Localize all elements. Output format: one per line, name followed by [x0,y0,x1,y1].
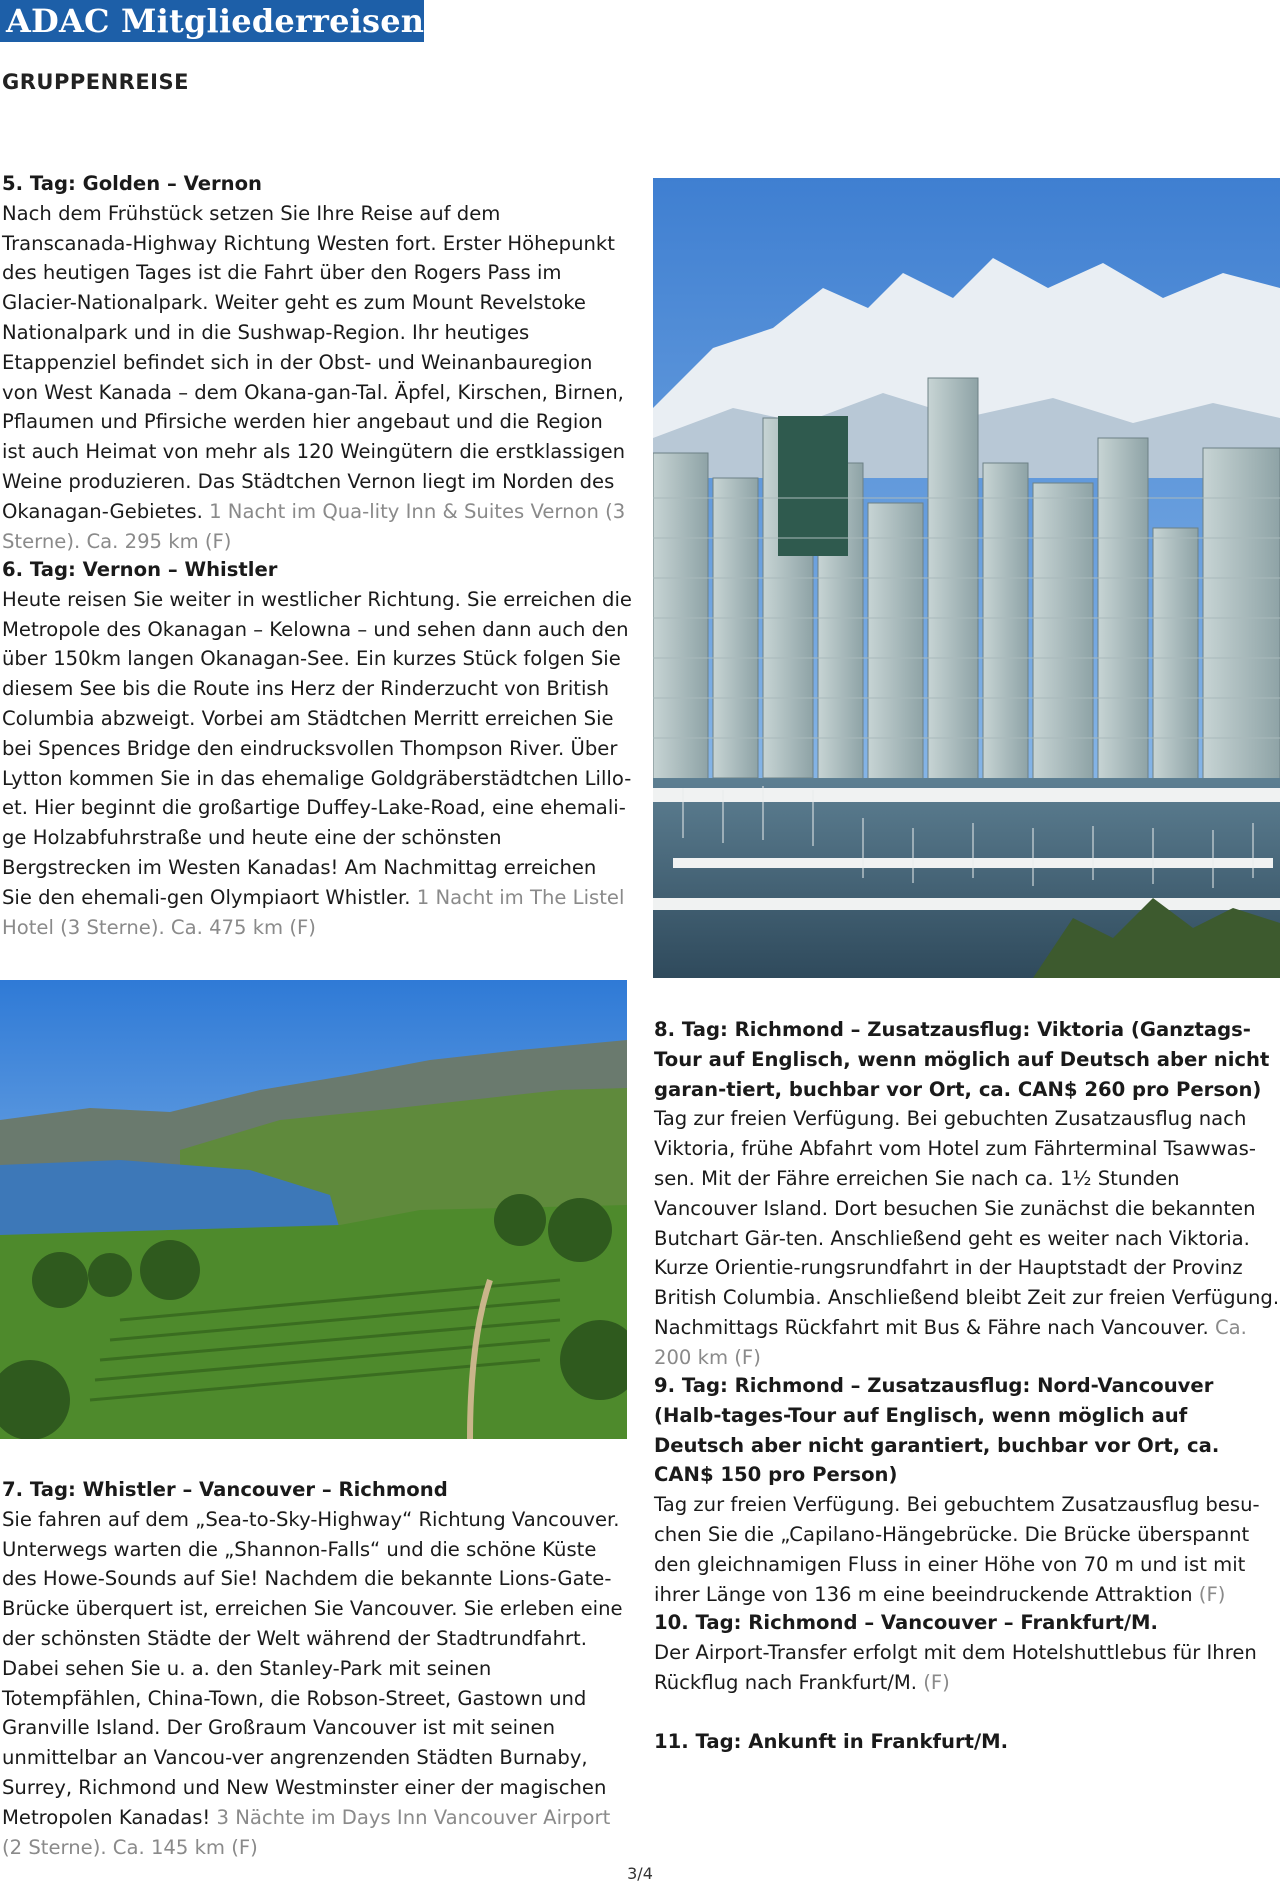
day-5-section [2,169,632,556]
day-6-title: 6. Tag: Vernon – Whistler [2,558,278,581]
day-6-description: Heute reisen Sie weiter in westlicher Richtung. Sie erreichen die Metropole des Okanagan – Kelowna – und sehen dann auch den über 150km langen Okanagan-See. Ein kurzes Stück folgen Sie diesem See bis die Route ins Herz der Rinderzucht von British Columbia abzweigt. Vorbei am Städtchen Merritt erreichen Sie bei Spences Bridge den eindrucksvollen Thompson River. Über Lytton kommen Sie in das ehemalige Goldgräberstädtchen Lillo-et. Hier beginnt die großartige Duffey-Lake-Road, eine ehemali-ge Holzabfuhrstraße und heute eine der schönsten Bergstrecken im Westen Kanadas! Am Nachmittag erreichen Sie den ehemali-gen Olympiaort Whistler. 1 Nacht im The Listel Hotel (3 Sterne). Ca. 475 km (F) [2,587,632,939]
vancouver-skyline-photo [653,178,1280,978]
day-9-description: Tag zur freien Verfügung. Bei gebuchtem Zusatzausflug besu-chen Sie die „Capilano-Hängebrücke. Die Brücke überspannt den gleichnamigen Fluss in einer Höhe von 70 m und ist mit ihrer Länge von 136 m eine beeindruckende Attraktion (F) [654,1493,1260,1606]
day-6-accommodation: 1 Nacht im The Listel Hotel (3 Sterne). Ca. 475 km (F) [2,885,625,939]
day-5-description: Nach dem Frühstück setzen Sie Ihre Reise auf dem Transcanada-Highway Richtung Westen fort. Erster Höhepunkt des heutigen Tages ist die Fahrt über den Rogers Pass im Glacier-Nationalpark. Weiter geht es zum Mount Revelstoke Nationalpark und in die Sushwap-Region. Ihr heutiges Etappenziel befindet sich in der Obst- und Weinanbauregion von West Kanada – dem Okana-gan-Tal. Äpfel, Kirschen, Birnen, Pflaumen und Pfirsiche werden hier angebaut und die Region ist auch Heimat von mehr als 120 Weingütern die erstklassigen Weine produzieren. Das Städtchen Vernon liegt im Norden des Okanagan-Gebietes. 1 Nacht im Qua-lity Inn & Suites Vernon (3 Sterne). Ca. 295 km (F) [2,201,626,553]
day-9-section [654,1371,1280,1609]
day-7-title: 7. Tag: Whistler – Vancouver – Richmond [2,1478,448,1501]
day-6-section [2,555,632,942]
day-10-description: Der Airport-Transfer erfolgt mit dem Hotelshuttlebus für Ihren Rückflug nach Frankfurt/M. (F) [654,1640,1257,1694]
day-9-meal: (F) [1198,1582,1226,1606]
brand-logo: ADAC Mitgliederreisen [0,0,424,42]
day-8-distance: Ca. 200 km (F) [654,1315,1247,1369]
day-9-title: 9. Tag: Richmond – Zusatzausflug: Nord-Vancouver (Halb-tages-Tour auf Englisch, wenn möglich auf Deutsch aber nicht garantiert, buchbar vor Ort, ca. CAN$ 150 pro Person) [654,1374,1220,1487]
day-8-section [654,1015,1280,1373]
day-8-title: 8. Tag: Richmond – Zusatzausflug: Viktoria (Ganztags-Tour auf Englisch, wenn möglich auf Deutsch aber nicht garan-tiert, buchbar vor Ort, ca. CAN$ 260 pro Person) [654,1018,1270,1101]
day-11-section [654,1727,1280,1757]
day-10-title: 10. Tag: Richmond – Vancouver – Frankfurt/M. [654,1611,1158,1634]
day-7-accommodation: 3 Nächte im Days Inn Vancouver Airport (2 Sterne). Ca. 145 km (F) [2,1805,611,1859]
day-10-section [654,1608,1280,1697]
day-5-title: 5. Tag: Golden – Vernon [2,172,263,195]
trip-type-heading: GRUPPENREISE [2,70,189,94]
day-7-section [2,1475,632,1862]
day-5-accommodation: 1 Nacht im Qua-lity Inn & Suites Vernon (3 Sterne). Ca. 295 km (F) [2,499,626,553]
day-8-description: Tag zur freien Verfügung. Bei gebuchten Zusatzausflug nach Viktoria, frühe Abfahrt vom Hotel zum Fährterminal Tsawwas-sen. Mit der Fähre erreichen Sie nach ca. 1½ Stunden Vancouver Island. Dort besuchen Sie zunächst die bekannten Butchart Gär-ten. Anschließend geht es weiter nach Viktoria. Kurze Orientie-rungsrundfahrt in der Hauptstadt der Provinz British Columbia. Anschließend bleibt Zeit zur freien Verfügung. Nachmittags Rückfahrt mit Bus & Fähre nach Vancouver. Ca. 200 km (F) [654,1107,1280,1369]
day-10-meal: (F) [923,1670,950,1694]
page-number: 3/4 [627,1864,653,1883]
day-7-description: Sie fahren auf dem „Sea-to-Sky-Highway“ Richtung Vancouver. Unterwegs warten die „Shannon-Falls“ und die schöne Küste des Howe-Sounds auf Sie! Nachdem die bekannte Lions-Gate-Brücke überquert ist, erreichen Sie Vancouver. Sie erleben eine der schönsten Städte der Welt während der Stadtrundfahrt. Dabei sehen Sie u. a. den Stanley-Park mit seinen Totempfählen, China-Town, die Robson-Street, Gastown und Granville Island. Der Großraum Vancouver ist mit seinen unmittelbar an Vancou-ver angrenzenden Städten Burnaby, Surrey, Richmond und New Westminster einer der magischen Metropolen Kanadas! 3 Nächte im Days Inn Vancouver Airport (2 Sterne). Ca. 145 km (F) [2,1507,623,1859]
okanagan-valley-photo [0,980,627,1439]
day-11-title: 11. Tag: Ankunft in Frankfurt/M. [654,1730,1009,1753]
